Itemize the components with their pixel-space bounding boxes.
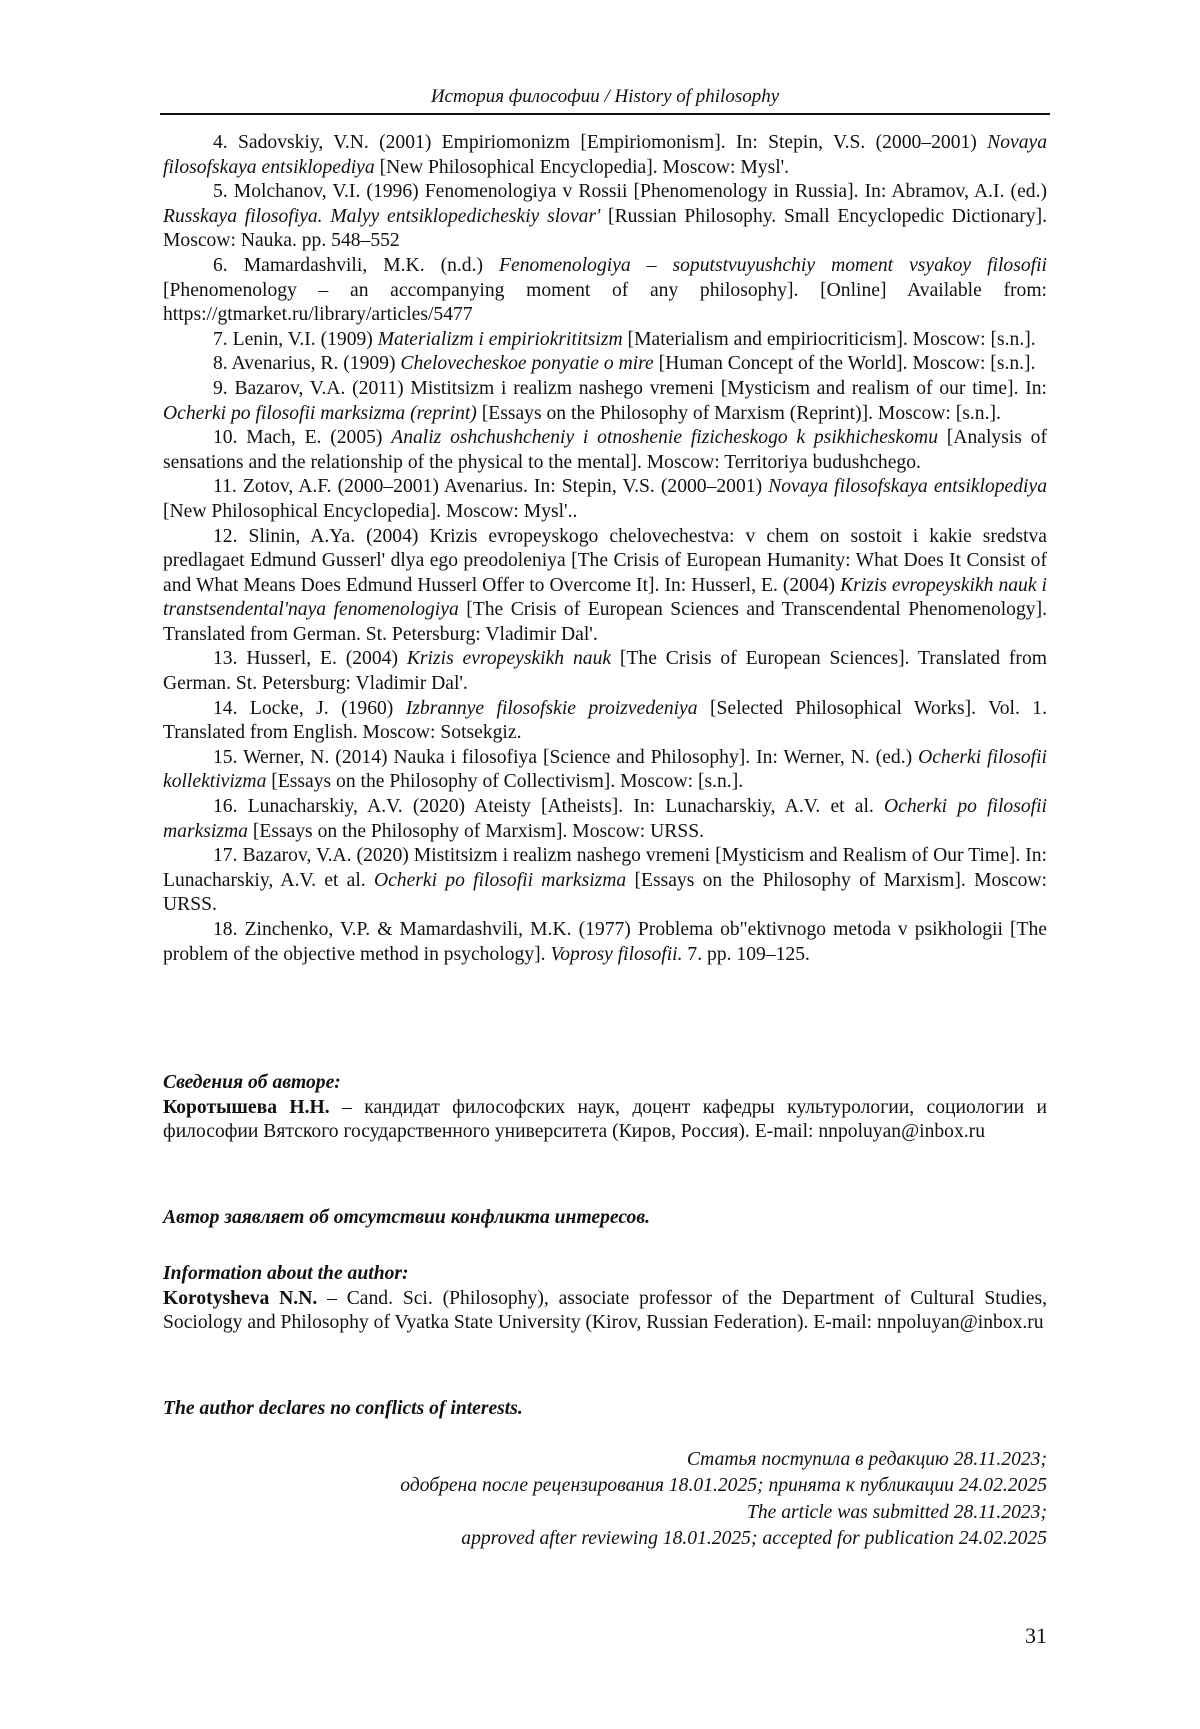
conflict-statement-en: The author declares no conflicts of interests. xyxy=(163,1398,523,1419)
author-bio-en: – Cand. Sci. (Philosophy), associate professor of the Department of Cultural Studies, Sociology and Philosophy of Vyatka State University (Kirov, Russian Federation). E-mail: nnpoluyan@inbox.ru xyxy=(163,1287,1047,1334)
author-name-ru: Коротышева Н.Н. xyxy=(163,1096,330,1118)
reference-item: 4. Sadovskiy, V.N. (2001) Empiriomonizm [Empiriomonism]. In: Stepin, V.S. (2000–2001) Novaya filosofskaya entsiklopediya [New Philosophical Encyclopedia]. Moscow: Mysl'. xyxy=(163,132,1047,178)
header-rule xyxy=(160,113,1050,115)
author-info-en-heading: Information about the author: xyxy=(163,1263,409,1284)
reference-item: 8. Avenarius, R. (1909) Chelovecheskoe ponyatie o mire [Human Concept of the World]. Moscow: [s.n.]. xyxy=(213,353,1036,375)
reference-item: 5. Molchanov, V.I. (1996) Fenomenologiya v Rossii [Phenomenology in Russia]. In: Abramov, A.I. (ed.) Russkaya filosofiya. Malyy entsiklopedicheskiy slovar' [Russian Philosophy. Small Encyclopedic Dictionary]. Moscow: Nauka. pp. 548–552 xyxy=(163,181,1047,252)
reference-item: 14. Locke, J. (1960) Izbrannye filosofskie proizvedeniya [Selected Philosophical Works]. Vol. 1. Translated from English. Moscow: Sotsekgiz. xyxy=(163,697,1047,744)
reference-item: 13. Husserl, E. (2004) Krizis evropeyskikh nauk [The Crisis of European Sciences]. Translated from German. St. Petersburg: Vladimir Dal'. xyxy=(163,648,1047,695)
dates-ru-line2: одобрена после рецензирования 18.01.2025; принята к публикации 24.02.2025 xyxy=(400,1475,1047,1497)
page-number: 31 xyxy=(1025,1623,1047,1648)
reference-item: 17. Bazarov, V.A. (2020) Mistitsizm i realizm nashego vremeni [Mysticism and Realism of Our Time]. In: Lunacharskiy, A.V. et al. Ocherki po filosofii marksizma [Essays on the Philosophy of Marxism]. Moscow: URSS. xyxy=(163,845,1048,916)
dates-en-line1: The article was submitted 28.11.2023; xyxy=(746,1501,1047,1523)
dates-en-line2: approved after reviewing 18.01.2025; accepted for publication 24.02.2025 xyxy=(461,1528,1047,1550)
author-info-ru xyxy=(163,1071,1047,1145)
conflict-statement-ru: Автор заявляет об отсутствии конфликта интересов. xyxy=(163,1207,651,1228)
reference-list xyxy=(163,131,1047,967)
author-info-en-text xyxy=(163,1287,1047,1336)
submission-dates xyxy=(147,1447,1047,1553)
reference-item: 7. Lenin, V.I. (1909) Materializm i empiriokrititsizm [Materialism and empiriocriticism]. Moscow: [s.n.]. xyxy=(213,328,1036,350)
dates-ru-line1: Статья поступила в редакцию 28.11.2023; xyxy=(686,1449,1047,1470)
reference-item: 18. Zinchenko, V.P. & Mamardashvili, M.K. (1977) Problema ob"ektivnogo metoda v psikhologii [The problem of the objective method in psychology]. Voprosy filosofii. 7. pp. 109–125. xyxy=(163,919,1047,965)
author-bio-ru: – кандидат философских наук, доцент кафедры культурологии, социологии и философии Вятского государственного университета (Киров, Россия). E-mail: nnpoluyan@inbox.ru xyxy=(163,1096,1047,1143)
reference-item: 15. Werner, N. (2014) Nauka i filosofiya [Science and Philosophy]. In: Werner, N. (ed.) Ocherki filosofii kollektivizma [Essays on the Philosophy of Collectivism]. Moscow: [s.n.]. xyxy=(163,746,1048,793)
running-header: История философии / History of philosophy xyxy=(430,86,780,107)
reference-item: 6. Mamardashvili, M.K. (n.d.) Fenomenologiya – soputstvuyushchiy moment vsyakoy filosofii [Phenomenology – an accompanying moment of any philosophy]. [Online] Available from: https://gtmarket.ru/library/articles/5477 xyxy=(163,254,1047,326)
author-info-ru-heading: Сведения об авторе: xyxy=(163,1072,341,1093)
reference-item: 10. Mach, E. (2005) Analiz oshchushcheniy i otnoshenie fizicheskogo k psikhicheskomu [Analysis of sensations and the relationship of the physical to the mental]. Moscow: Territoriya budushchego. xyxy=(163,427,1047,473)
reference-item: 12. Slinin, A.Ya. (2004) Krizis evropeyskogo chelovechestva: v chem on sostoit i kakie sredstva predlagaet Edmund Gusserl' dlya ego preodoleniya [The Crisis of European Humanity: What Does It Consist of and What Means Does Edmund Husserl Offer to Overcome It]. In: Husserl, E. (2004) Krizis evropeyskikh nauk i transtsendental'naya fenomenologiya [The Crisis of European Sciences and Transcendental Phenomenology]. Translated from German. St. Petersburg: Vladimir Dal'. xyxy=(163,525,1047,645)
author-name-en: Korotysheva N.N. xyxy=(163,1287,318,1309)
author-info-en xyxy=(163,1262,1047,1336)
reference-item: 16. Lunacharskiy, A.V. (2020) Ateisty [Atheists]. In: Lunacharskiy, A.V. et al. Ocherki po filosofii marksizma [Essays on the Philosophy of Marxism]. Moscow: URSS. xyxy=(163,796,1047,842)
reference-item: 11. Zotov, A.F. (2000–2001) Avenarius. In: Stepin, V.S. (2000–2001) Novaya filosofskaya entsiklopediya [New Philosophical Encyclopedia]. Moscow: Mysl'.. xyxy=(163,476,1047,522)
author-info-ru-text xyxy=(163,1096,1047,1145)
reference-item: 9. Bazarov, V.A. (2011) Mistitsizm i realizm nashego vremeni [Mysticism and realism of our time]. In: Ocherki po filosofii marksizma (reprint) [Essays on the Philosophy of Marxism (Reprint)]. Moscow: [s.n.]. xyxy=(163,377,1047,424)
